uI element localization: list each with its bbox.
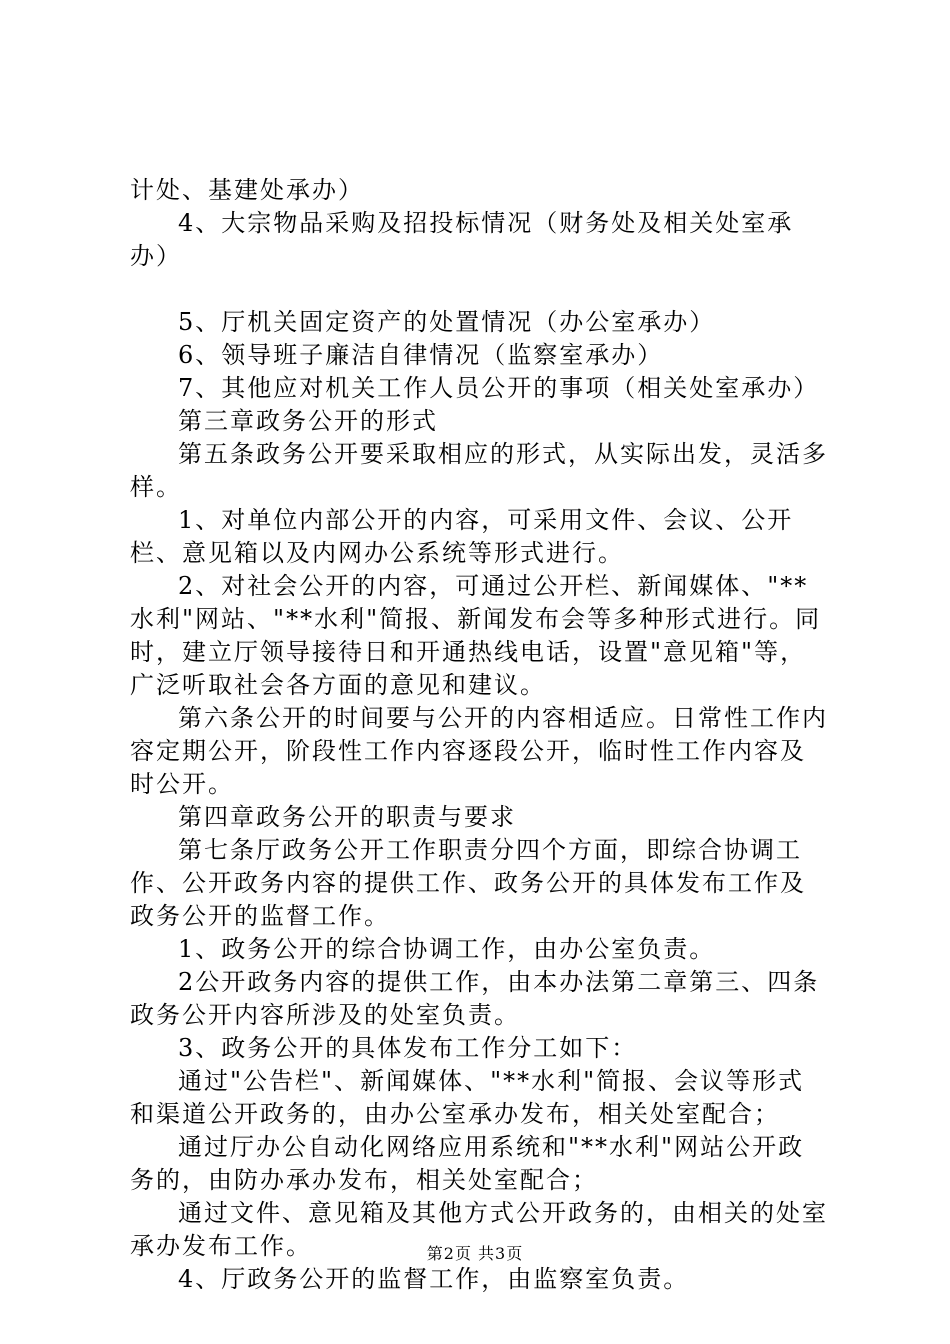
list-item-5: 5、厅机关固定资产的处置情况（办公室承办）	[178, 308, 716, 336]
article-7-item-2: 2公开政务内容的提供工作，由本办法第二章第三、四条政务公开内容所涉及的处室负责。	[130, 968, 820, 1029]
publish-channel-bulletin: 通过"公告栏"、新闻媒体、"**水利"简报、会议等形式和渠道公开政务的，由办公室承办发布，相关处室配合；	[130, 1067, 805, 1128]
article-7: 第七条厅政务公开工作职责分四个方面，即综合协调工作、公开政务内容的提供工作、政务公开的具体发布工作及政务公开的监督工作。	[130, 836, 806, 930]
article-6: 第六条公开的时间要与公开的内容相适应。日常性工作内容定期公开，阶段性工作内容逐段公开，临时性工作内容及时公开。	[130, 704, 828, 798]
article-5: 第五条政务公开要采取相应的形式，从实际出发，灵活多样。	[130, 440, 828, 501]
article-7-item-3: 3、政务公开的具体发布工作分工如下：	[178, 1034, 638, 1062]
article-7-item-1: 1、政务公开的综合协调工作，由办公室负责。	[178, 935, 716, 963]
article-5-item-2: 2、对社会公开的内容，可通过公开栏、新闻媒体、"**水利"网站、"**水利"简报、新闻发布会等多种形式进行。同时，建立厅领导接待日和开通热线电话，设置"意见箱"等，广泛听取社会各方面的意见和建议。	[130, 572, 822, 699]
list-item-6: 6、领导班子廉洁自律情况（监察室承办）	[178, 341, 664, 369]
chapter-heading-4: 第四章政务公开的职责与要求	[178, 803, 516, 831]
chapter-heading-3: 第三章政务公开的形式	[178, 407, 438, 435]
list-item-7: 7、其他应对机关工作人员公开的事项（相关处室承办）	[178, 374, 820, 402]
list-item-4: 4、大宗物品采购及招投标情况（财务处及相关处室承办）	[130, 209, 794, 270]
paragraph-continuation: 计处、基建处承办）	[130, 176, 364, 204]
publish-channel-documents: 通过文件、意见箱及其他方式公开政务的，由相关的处室承办发布工作。	[130, 1199, 828, 1260]
page-footer: 第2页 共3页	[426, 1244, 524, 1263]
article-7-item-4: 4、厅政务公开的监督工作，由监察室负责。	[178, 1265, 690, 1293]
article-5-item-1: 1、对单位内部公开的内容，可采用文件、会议、公开栏、意见箱以及内网办公系统等形式进行。	[130, 506, 794, 567]
document-body	[130, 174, 830, 1296]
publish-channel-network: 通过厅办公自动化网络应用系统和"**水利"网站公开政务的，由防办承办发布，相关处室配合；	[130, 1133, 805, 1194]
